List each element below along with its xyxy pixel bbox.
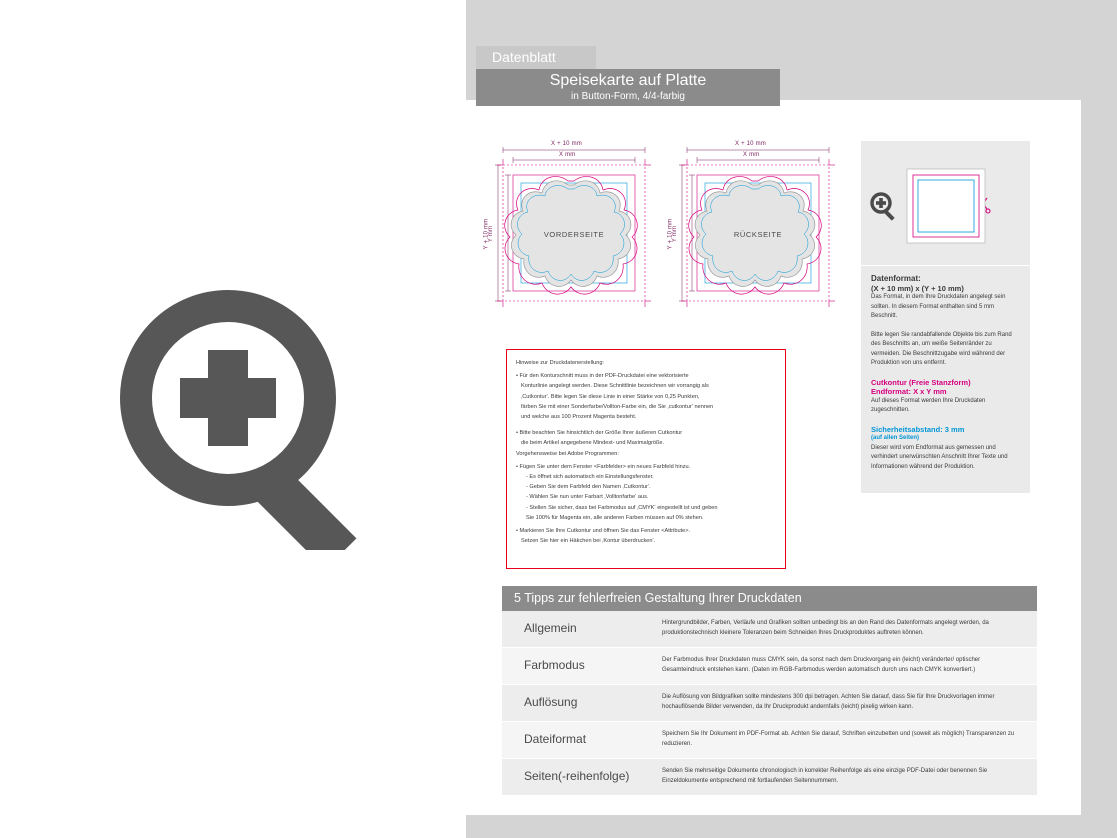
tip-text: Die Auflösung von Bildgrafiken sollte mindestens 300 dpi betragen. Achten Sie darauf, dass Sie für Ihre Druckvorlagen immer hochauflösende Bilder verwenden, da Ihr Druckprodukt andernfalls (leicht) pixelig wirken kann. <box>662 694 995 710</box>
hinweise-line: Sie 100% für Magenta ein, alle anderen Farben müssen auf 0% stehen. <box>526 514 704 521</box>
tip-label: Seiten(-reihenfolge) <box>524 769 630 783</box>
hinweise-line: Setzen Sie hier ein Häkchen bei ‚Kontur überdrucken‘. <box>521 538 656 545</box>
info-preview-diagram <box>861 141 1030 266</box>
tip-label: Farbmodus <box>524 658 585 672</box>
dim-top-outer-front: X + 10 mm <box>551 141 582 147</box>
tip-label: Dateiformat <box>524 732 587 746</box>
endformat-title: Endformat: X x Y mm <box>871 387 947 396</box>
diagram-front-label: VORDERSEITE <box>543 230 605 239</box>
hinweise-line: die beim Artikel angegebene Mindest- und Maximalgröße. <box>521 440 665 447</box>
tip-text: Der Farbmodus Ihrer Druckdaten muss CMYK sein, da sonst nach dem Druckvorgang ein (leicht) veränderter/ optischer Gesamteindruck entstehen kann. (Daten im RGB-Farbmodus werden automatisch durch uns nach CMYK konvertiert.) <box>662 657 981 673</box>
tips-table <box>502 586 1037 796</box>
hinweise-line: • Fügen Sie unter dem Fenster <Farbfelder> ein neues Farbfeld hinzu. <box>516 463 691 470</box>
hinweise-line: - Es öffnet sich automatisch ein Einstellungsfenster. <box>526 474 654 481</box>
hinweise-line: - Wählen Sie nun unter Farbart ‚Volltonfarbe‘ aus. <box>526 494 649 501</box>
page-title <box>476 69 780 106</box>
datenformat-title: Datenformat: <box>871 274 921 283</box>
dim-left-outer-front: Y + 10 mm <box>483 218 490 250</box>
datenformat-text: Das Format, in dem Ihre Druckdaten angelegt sein sollten. In diesem Format enthalten sind 5 mm Beschnitt. <box>871 294 1006 319</box>
dim-top-inner-back: X mm <box>743 152 760 158</box>
dim-top-outer-back: X + 10 mm <box>735 141 766 147</box>
datenformat-value: (X + 10 mm) x (Y + 10 mm) <box>871 283 964 293</box>
sicherheitsabstand-text: Dieser wird vom Endformat aus gemessen und verhindert unerwünschten Anschnitt Ihrer Texte und Informationen während der Produktion. <box>871 444 1008 470</box>
hinweise-line: • Bitte beachten Sie hinsichtlich der Größe Ihrer äußeren Cutkontur <box>516 430 683 437</box>
page-bottom-band <box>466 815 1081 838</box>
hinweise-box <box>506 349 786 569</box>
hinweise-line: und welche aus 100 Prozent Magenta besteht. <box>521 414 637 421</box>
sicherheitsabstand-sub: (auf allen Seiten) <box>871 435 920 441</box>
page-right-band <box>1081 0 1117 838</box>
hinweise-line: • Für den Konturschnitt muss in der PDF-Druckdatei eine vektorisierte <box>516 373 689 380</box>
dim-left-outer-back: Y + 10 mm <box>667 218 674 250</box>
table-row <box>502 685 1037 722</box>
info-panel <box>861 141 1030 493</box>
table-row <box>502 611 1037 648</box>
dim-top-inner-front: X mm <box>559 152 576 158</box>
tip-text: Hintergrundbilder, Farben, Verläufe und Grafiken sollten unbedingt bis an den Rand des Datenformats angelegt werden, da produktionstechnisch kleinere Toleranzen beim Schneiden Ihres Druckproduktes auftreten können. <box>662 620 989 636</box>
tip-text: Senden Sie mehrseitige Dokumente chronologisch in korrekter Reihenfolge als eine einzige PDF-Datei oder benennen Sie Einzeldokumente entsprechend mit fortlaufenden Seitennummern. <box>662 768 988 784</box>
page-title-main: Speisekarte auf Platte <box>549 72 707 89</box>
magnifier-plus-icon <box>120 290 370 550</box>
cutkontur-title: Cutkontur (Freie Stanzform) <box>871 377 971 387</box>
randabfallend-text: Bitte legen Sie randabfallende Objekte bis zum Rand des Beschnitts an, um weiße Seitenränder zu vermeiden. Die Beschnittzugabe wird während der Produktion von uns entfernt. <box>871 331 1012 366</box>
sicherheitsabstand-title: Sicherheitsabstand: 3 mm <box>871 424 965 434</box>
diagram-back-label: RÜCKSEITE <box>733 230 783 239</box>
hinweise-line: - Geben Sie dem Farbfeld den Namen ‚Cutkontur‘. <box>526 484 651 491</box>
hinweise-line: • Markieren Sie Ihre Cutkontur und öffnen Sie das Fenster <Attribute>. <box>516 528 691 535</box>
table-row <box>502 722 1037 759</box>
datasheet-tab: Datenblatt <box>476 46 596 69</box>
hinweise-line: färben Sie mit einer Sonderfarbe/Vollton-Farbe ein, die Sie ‚cutkontur‘ nennen <box>521 403 714 410</box>
tip-text: Speichern Sie Ihr Dokument im PDF-Format ab. Achten Sie darauf, Schriften einzubetten und (soweit als möglich) Transparenzen zu reduzieren. <box>662 731 1015 747</box>
hinweise-line: Vorgehensweise bei Adobe Programmen: <box>516 450 619 457</box>
dim-left-inner-front: Y mm <box>488 225 495 243</box>
magnifier-plus-icon <box>872 194 895 221</box>
dim-left-inner-back: Y mm <box>672 225 679 243</box>
tip-label: Allgemein <box>524 621 577 635</box>
hinweise-title: Hinweise zur Druckdatenerstellung: <box>516 360 604 366</box>
tips-header: 5 Tipps zur fehlerfreien Gestaltung Ihrer Druckdaten <box>502 586 1037 611</box>
tip-label: Auflösung <box>524 695 578 709</box>
preview-thumbnail <box>0 0 466 838</box>
hinweise-line: - Stellen Sie sicher, dass bei Farbmodus auf ‚CMYK‘ eingestellt ist und geben <box>526 504 718 511</box>
hinweise-line: Konturlinie angelegt werden. Diese Schnittlinie bezeichnen wir vorrangig als <box>521 383 709 390</box>
diagram-back <box>667 141 843 311</box>
hinweise-line: ‚Cutkontur‘. Bitte legen Sie diese Linie in einer Stärke von 0,25 Punkten, <box>521 393 700 400</box>
endformat-text: Auf dieses Format werden Ihre Druckdaten zugeschnitten. <box>871 397 986 413</box>
page-title-sub: in Button-Form, 4/4-farbig <box>571 91 685 102</box>
datasheet-document <box>466 0 1117 838</box>
diagram-front <box>483 141 659 311</box>
table-row <box>502 648 1037 685</box>
table-row <box>502 759 1037 796</box>
